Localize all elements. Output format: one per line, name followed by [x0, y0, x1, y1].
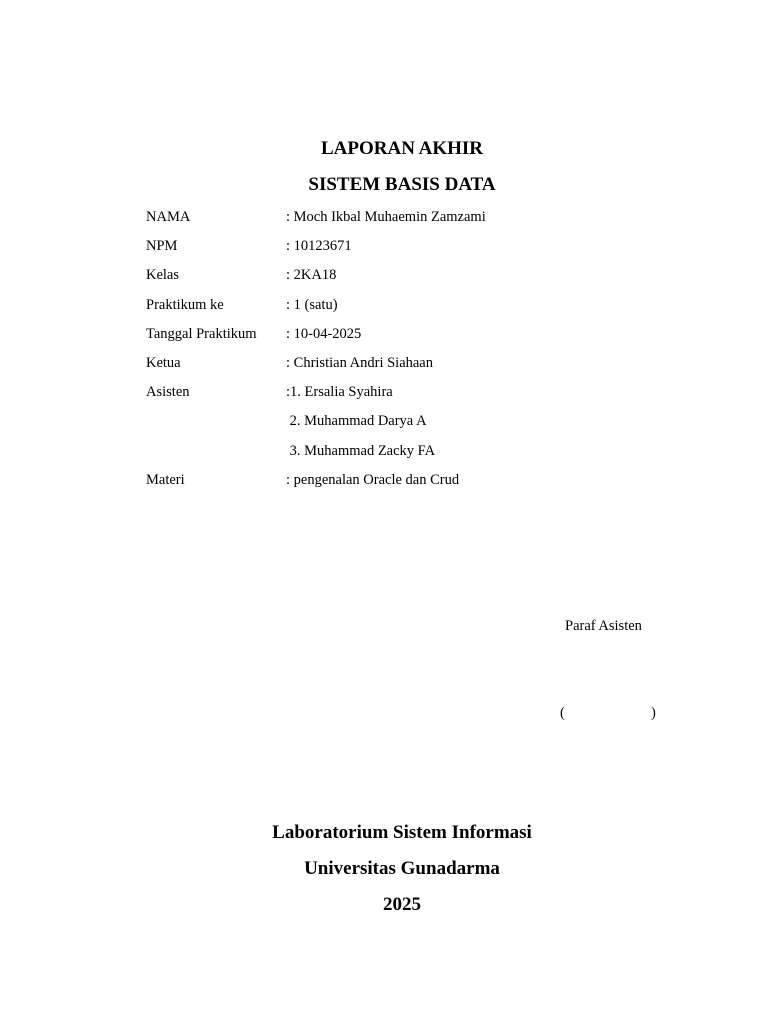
info-label: Tanggal Praktikum [146, 325, 257, 342]
info-row-asisten-2 [146, 411, 666, 440]
info-value: : 2KA18 [286, 267, 337, 284]
footer-year: 2025 [383, 894, 421, 915]
info-value: : Moch Ikbal Muhaemin Zamzami [286, 209, 486, 225]
info-value: 3. Muhammad Zacky FA [286, 442, 436, 459]
info-value: :1. Ersalia Syahira [286, 384, 393, 401]
info-value: : 10-04-2025 [286, 325, 362, 342]
info-label: NPM [146, 238, 178, 255]
report-title: LAPORAN AKHIR [320, 138, 484, 159]
info-value: : 10123671 [286, 238, 352, 255]
info-row-npm [146, 236, 666, 265]
info-row-tanggal [146, 324, 666, 353]
info-row-kelas [146, 265, 666, 294]
info-value: 2. Muhammad Darya A [286, 413, 427, 430]
info-value: : pengenalan Oracle dan Crud [286, 471, 460, 488]
footer-lab-name: Laboratorium Sistem Informasi [272, 822, 532, 843]
info-row-ketua [146, 353, 666, 382]
info-label: Asisten [146, 384, 190, 401]
footer-university: Universitas Gunadarma [304, 858, 500, 879]
info-label: Praktikum ke [146, 296, 224, 313]
report-subtitle: SISTEM BASIS DATA [308, 174, 496, 195]
info-label: Kelas [146, 267, 180, 284]
info-value: : Christian Andri Siahaan [286, 354, 433, 371]
signature-open-paren: ( [560, 705, 565, 721]
student-info-table [146, 207, 666, 499]
info-label: NAMA [146, 209, 191, 225]
info-label: Materi [146, 471, 185, 488]
info-row-nama [146, 207, 666, 236]
info-row-asisten-1 [146, 382, 666, 411]
info-row-asisten-3 [146, 441, 666, 470]
info-label: Ketua [146, 354, 181, 371]
info-value: : 1 (satu) [286, 296, 338, 313]
info-row-materi [146, 470, 666, 499]
signature-label: Paraf Asisten [565, 618, 642, 634]
signature-close-paren: ) [651, 705, 656, 721]
info-row-praktikum [146, 295, 666, 324]
